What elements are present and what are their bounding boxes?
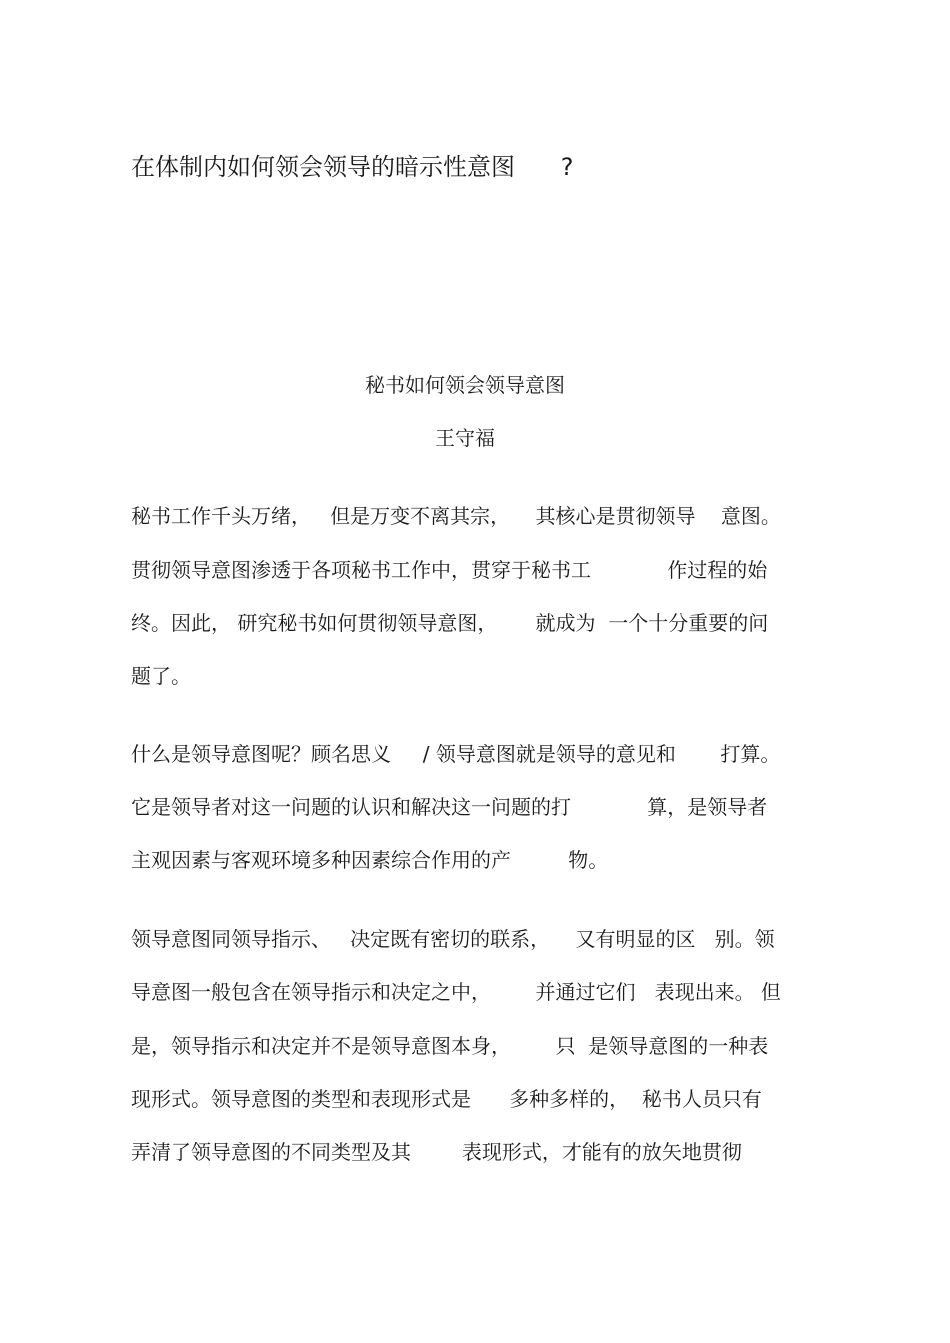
author-name: 王守福 [435,426,495,450]
paragraph-line: 终。因此， 研究秘书如何贯彻领导意图， 就成为 一个十分重要的问 [131,611,769,635]
paragraph-line: 贯彻领导意图渗透于各项秘书工作中，贯穿于秘书工 作过程的始 [131,558,768,582]
paragraph-line: 现形式。领导意图的类型和表现形式是 多种多样的， 秘书人员只有 [131,1087,762,1111]
paragraph-line: 它是领导者对这一问题的认识和解决这一问题的打 算，是领导者 [131,795,768,819]
paragraph-line: 是，领导指示和决定并不是领导意图本身， 只 是领导意图的一种表 [131,1034,769,1058]
paragraph-line: 领导意图同领导指示、 决定既有密切的联系， 又有明显的区 别。领 [131,927,775,951]
paragraph-line: 题了。 [131,664,191,688]
paragraph-line: 导意图一般包含在领导指示和决定之中， 并通过它们 表现出来。 但 [131,980,781,1004]
paragraph-line: 弄清了领导意图的不同类型及其 表现形式，才能有的放矢地贯彻 [131,1140,742,1164]
document-title: 在体制内如何领会领导的暗示性意图 ? [131,153,574,181]
paragraph-line: 主观因素与客观环境多种因素综合作用的产 物。 [131,848,609,872]
article-title: 秘书如何领会领导意图 [365,373,565,397]
paragraph-line: 秘书工作千头万绪， 但是万变不离其宗， 其核心是贯彻领导 意图。 [131,504,781,528]
paragraph-line: 什么是领导意图呢？顾名思义 / 领导意图就是领导的意见和 打算。 [131,742,781,766]
